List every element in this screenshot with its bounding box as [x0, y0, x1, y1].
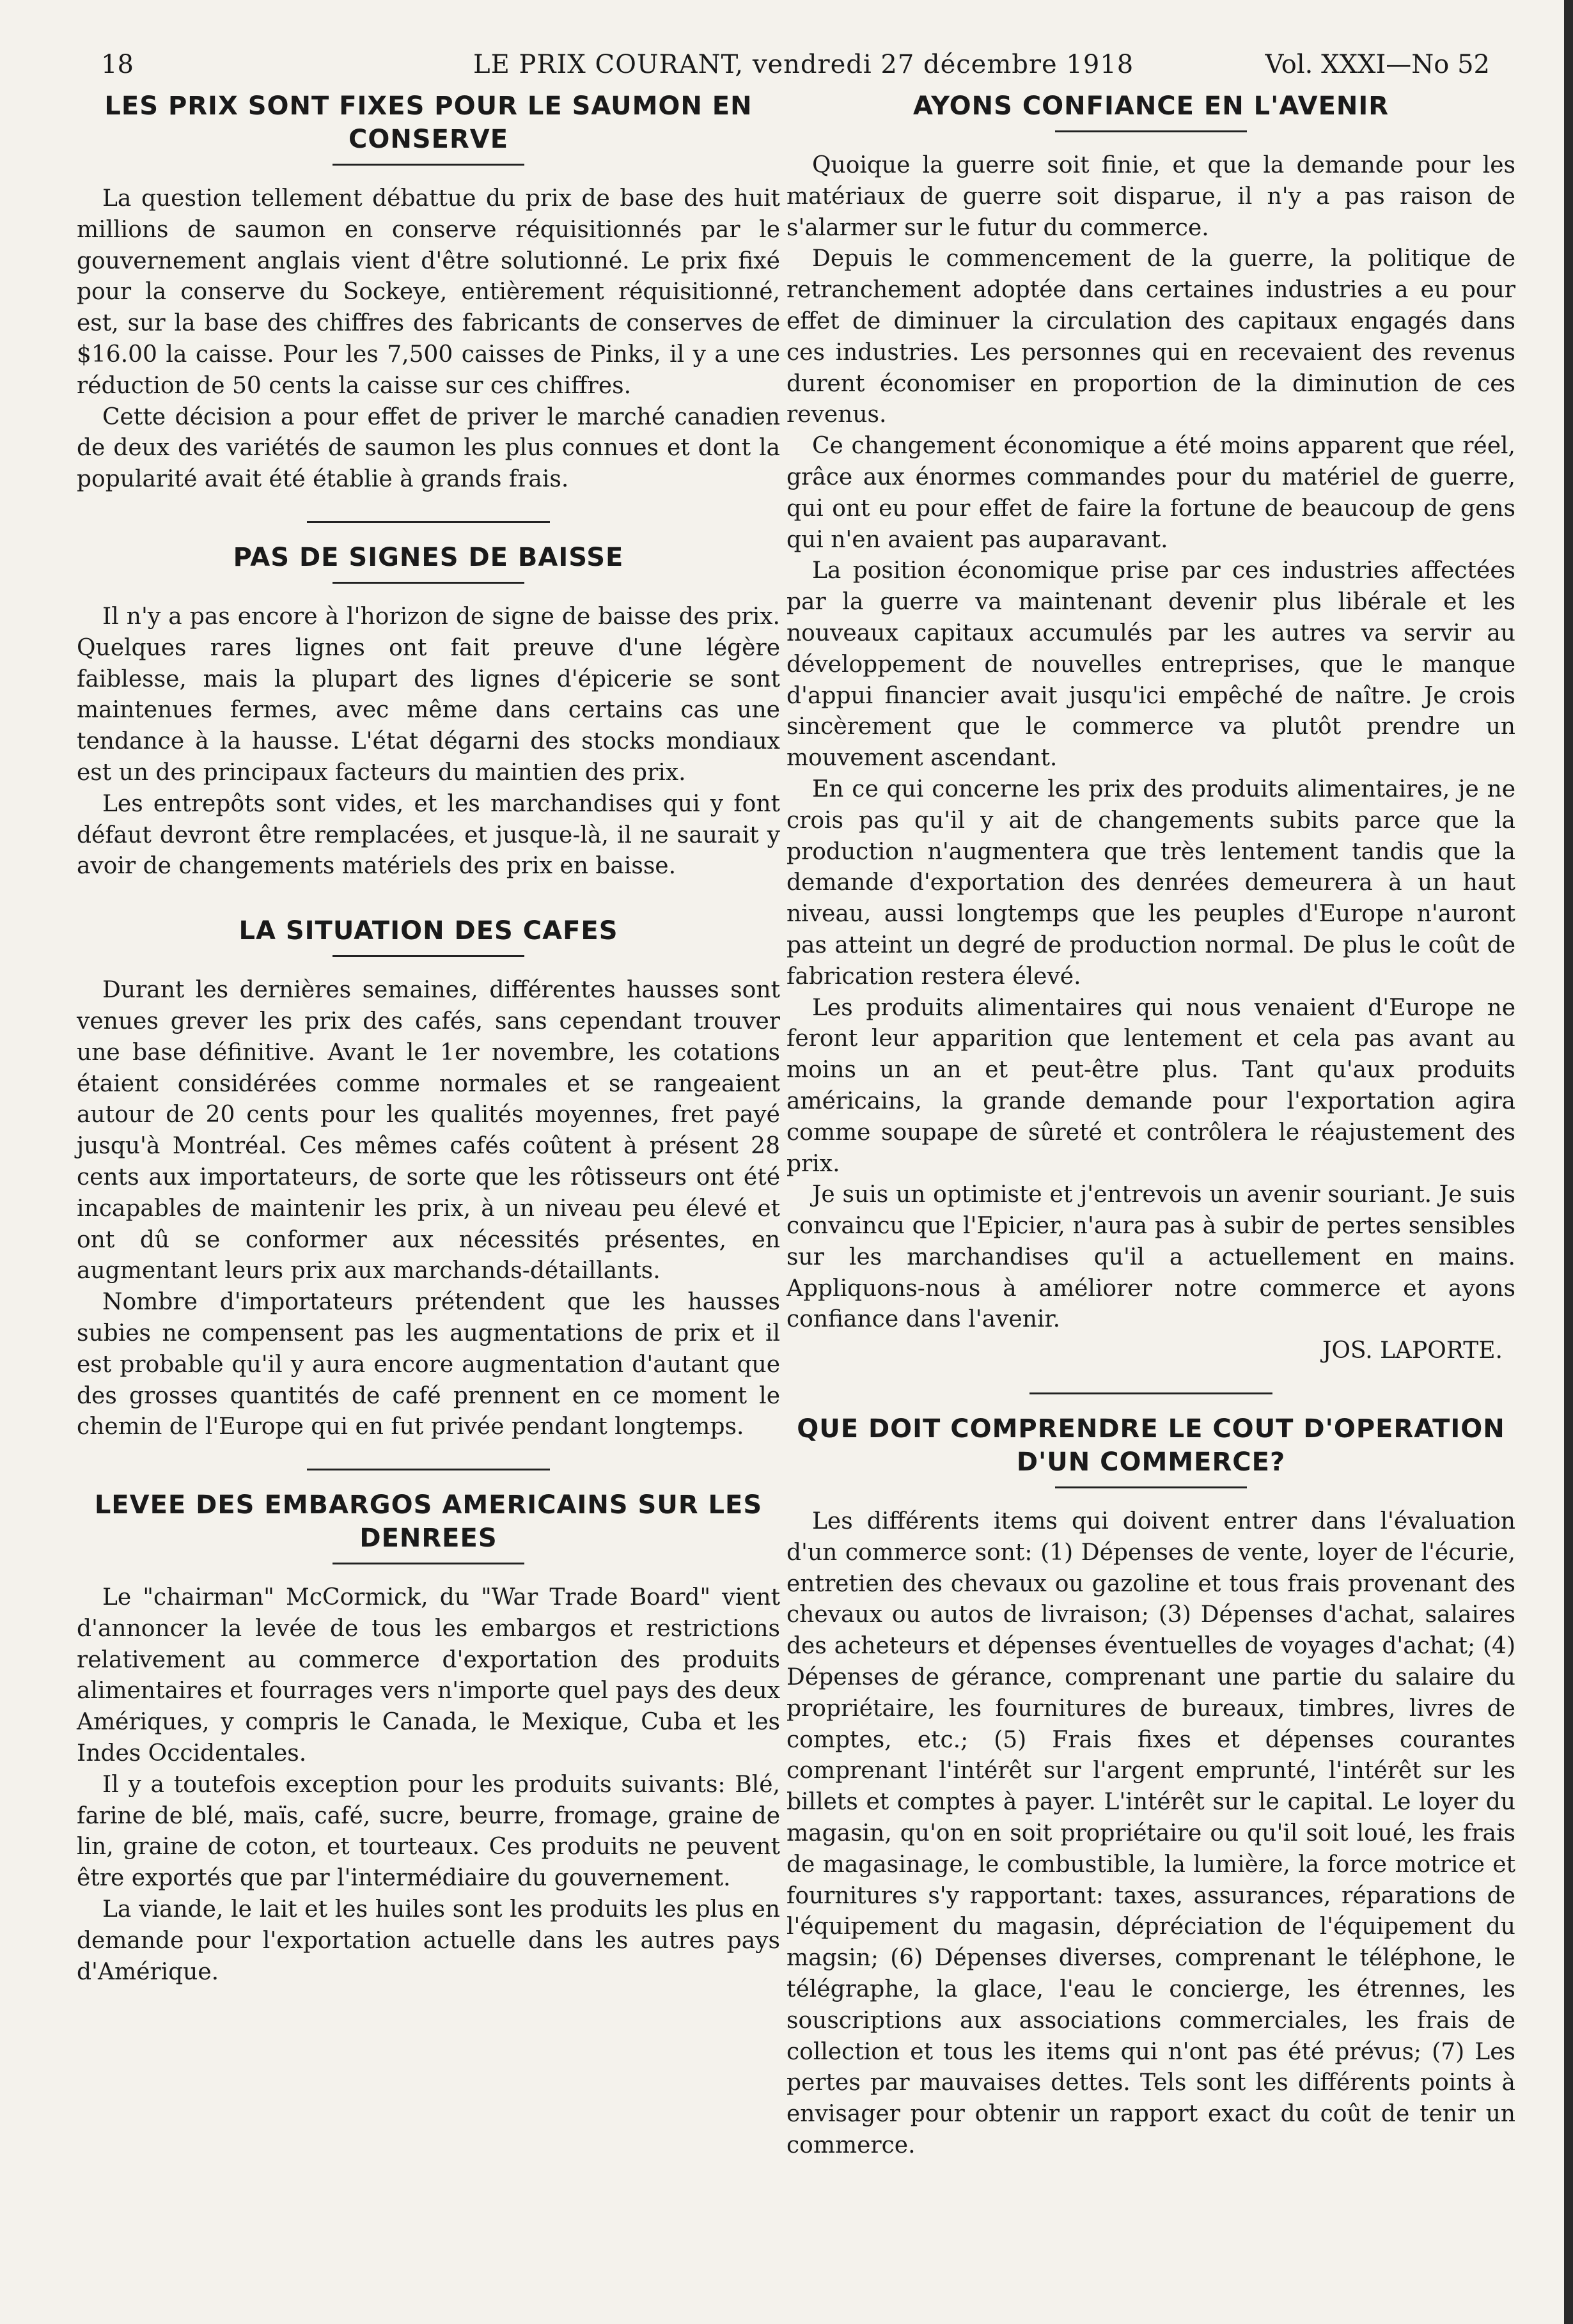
paragraph: Les produits alimentaires qui nous venaient d'Europe ne feront leur apparition que lentement et cela pas avant au moins un an et peut-être plus. Tant qu'aux produits américains, la grande demande pour l'exportation agira comme soupape de sûreté et contrôlera le réajustement des prix.	[786, 994, 1515, 1177]
article-baisse	[77, 541, 780, 882]
paragraph: Quoique la guerre soit finie, et que la demande pour les matériaux de guerre soit disparue, il n'y a pas raison de s'alarmer sur le futur du commerce.	[786, 152, 1515, 241]
section-divider	[1029, 1392, 1272, 1394]
title-rule	[1055, 130, 1247, 132]
page-number: 18	[101, 50, 134, 79]
article-title: LEVEE DES EMBARGOS AMERICAINS SUR LES DENREES	[94, 1490, 763, 1554]
article-title: AYONS CONFIANCE EN L'AVENIR	[912, 91, 1389, 121]
paragraph: La viande, le lait et les huiles sont les produits les plus en demande pour l'exportation actuelle dans les autres pays d'Amérique.	[77, 1896, 780, 1985]
publication-line: LE PRIX COURANT, vendredi 27 décembre 1918	[473, 50, 1134, 79]
title-rule	[333, 164, 524, 166]
author-signature: JOS. LAPORTE.	[1322, 1337, 1503, 1364]
article-title: PAS DE SIGNES DE BAISSE	[233, 542, 624, 572]
article-title: QUE DOIT COMPRENDRE LE COUT D'OPERATION D'UN COMMERCE?	[797, 1414, 1505, 1478]
section-divider	[307, 1469, 550, 1470]
title-rule	[1055, 1486, 1247, 1488]
paragraph: La question tellement débattue du prix de base des huit millions de saumon en conserve réquisitionnés par le gouvernement anglais vient d'être solutionné. Le prix fixé pour la conserve du Sockeye, entièrement réquisitionné, est, sur la base des chiffres des fabricants de conserves de $16.00 la caisse. Pour les 7,500 caisses de Pinks, il y a une réduction de 50 cents la caisse sur ces chiffres.	[77, 185, 780, 399]
paragraph: Le "chairman" McCormick, du "War Trade Board" vient d'annoncer la levée de tous les embargos et restrictions relativement au commerce d'exportation des produits alimentaires et fourrages vers n'importe quel pays des deux Amériques, y compris le Canada, le Mexique, Cuba et les Indes Occidentales.	[77, 1584, 780, 1767]
paragraph: Je suis un optimiste et j'entrevois un avenir souriant. Je suis convaincu que l'Epicier, n'aura pas à subir de pertes sensibles sur les marchandises qu'il a actuellement en mains. Appliquons-nous à améliorer notre commerce et ayons confiance dans l'avenir.	[786, 1181, 1515, 1333]
title-rule	[333, 582, 524, 584]
article-avenir	[786, 90, 1515, 1367]
columns	[77, 90, 1515, 2162]
right-column	[786, 90, 1515, 2162]
paragraph: Durant les dernières semaines, différentes hausses sont venues grever les prix des cafés, sans cependant trouver une base définitive. Avant le 1er novembre, les cotations étaient considérées comme normales et se rangeaient autour de 20 cents pour les qualités moyennes, fret payé jusqu'à Montréal. Ces mêmes cafés coûtent à présent 28 cents aux importateurs, de sorte que les rôtisseurs ont été incapables de maintenir les prix, à un niveau peu élevé et ont dû se conformer aux nécessités présentes, en augmentant leurs prix aux marchands-détaillants.	[77, 977, 780, 1284]
title-rule	[333, 1563, 524, 1564]
paragraph: La position économique prise par ces industries affectées par la guerre va maintenant devenir plus libérale et les nouveaux capitaux accumulés par les autres va servir au développement de nouvelles entreprises, que le manque d'appui financier avait jusqu'ici empêché de naître. Je crois sincèrement que le commerce va plutôt prendre un mouvement ascendant.	[786, 558, 1515, 772]
paragraph: Les différents items qui doivent entrer dans l'évaluation d'un commerce sont: (1) Dépenses de vente, loyer de l'écurie, entretien des chevaux ou gazoline et tous frais provenant des chevaux ou autos de livraison; (3) Dépenses d'achat, salaires des acheteurs et dépenses éventuelles de voyages d'achat; (4) Dépenses de gérance, comprenant une partie du salaire du propriétaire, les fournitures de bureaux, timbres, livres de comptes, etc.; (5) Frais fixes et dépenses courantes comprenant l'intérêt sur l'argent emprunté, l'intérêt sur les billets et comptes à payer. L'intérêt sur le capital. Le loyer du magasin, qu'on en soit propriétaire ou qu'il soit loué, les frais de magasinage, le combustible, la lumière, la force motrice et fournitures s'y rapportant: taxes, assurances, réparations de l'équipement du magasin, dépréciation de l'équipement du magsin; (6) Dépenses diverses, comprenant le téléphone, le télégraphe, la glace, l'eau le concierge, les étrennes, les souscriptions aux associations commerciales, les frais de collection et tous les items qui n'ont pas été prévus; (7) Les pertes par mauvaises dettes. Tels sont les différents points à envisager pour obtenir un rapport exact du coût de tenir un commerce.	[786, 1508, 1515, 2159]
paragraph: Il y a toutefois exception pour les produits suivants: Blé, farine de blé, maïs, café, sucre, beurre, fromage, graine de lin, graine de coton, et tourteaux. Ces produits ne peuvent être exportés que par l'intermédiaire du gouvernement.	[77, 1771, 780, 1892]
article-title: LA SITUATION DES CAFES	[239, 916, 618, 946]
scan-edge	[1564, 0, 1573, 2324]
paragraph: Ce changement économique a été moins apparent que réel, grâce aux énormes commandes pour du matériel de guerre, qui ont eu pour effet de faire la fortune de beaucoup de gens qui n'en avaient pas auparavant.	[786, 433, 1515, 553]
page-header	[77, 45, 1515, 90]
paragraph: Nombre d'importateurs prétendent que les hausses subies ne compensent pas les augmentations de prix et il est probable qu'il y aura encore augmentation d'autant que des grosses quantités de café prennent en ce moment le chemin de l'Europe qui en fut privée pendant longtemps.	[77, 1289, 780, 1440]
left-column	[77, 90, 780, 2162]
article-cafes	[77, 914, 780, 1443]
paragraph: Il n'y a pas encore à l'horizon de signe de baisse des prix. Quelques rares lignes ont fait preuve d'une légère faiblesse, mais la plupart des lignes d'épicerie se sont maintenues fermes, avec même dans certains cas une tendance à la hausse. L'état dégarni des stocks mondiaux est un des principaux facteurs du maintien des prix.	[77, 603, 780, 786]
paragraph: Depuis le commencement de la guerre, la politique de retranchement adoptée dans certaines industries a eu pour effet de diminuer la circulation des capitaux engagés dans ces industries. Les personnes qui en recevaient des revenus durent économiser en proportion de la diminution de ces revenus.	[786, 246, 1515, 428]
article-title: LES PRIX SONT FIXES POUR LE SAUMON EN CONSERVE	[104, 91, 753, 154]
section-divider	[307, 521, 550, 523]
paragraph: Cette décision a pour effet de priver le marché canadien de deux des variétés de saumon les plus connues et dont la popularité avait été établie à grands frais.	[77, 403, 780, 493]
article-saumon	[77, 90, 780, 495]
article-embargos	[77, 1488, 780, 1988]
volume-number: Vol. XXXI—No 52	[1265, 50, 1490, 79]
paragraph: Les entrepôts sont vides, et les marchandises qui y font défaut devront être remplacées, et jusque-là, il ne saurait y avoir de changements matériels des prix en baisse.	[77, 790, 780, 880]
paragraph: En ce qui concerne les prix des produits alimentaires, je ne crois pas qu'il y ait de changements subits parce que la production n'augmentera que très lentement tandis que la demande d'exportation des denrées demeurera à un haut niveau, aussi longtemps que les peuples d'Europe n'auront pas atteint un degré de production normal. De plus le coût de fabrication restera élevé.	[786, 776, 1515, 990]
article-cout-operation	[786, 1412, 1515, 2162]
title-rule	[333, 955, 524, 957]
